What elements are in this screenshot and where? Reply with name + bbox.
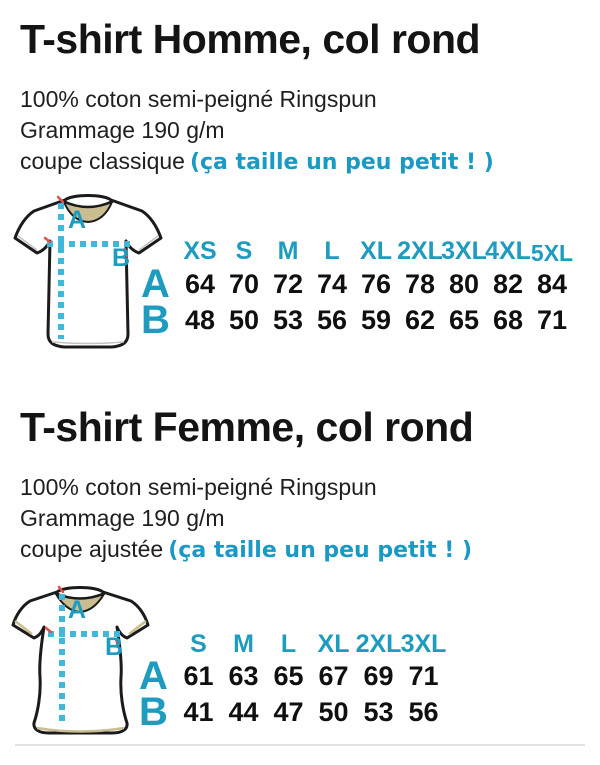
size-value-cell: 84 — [536, 268, 568, 299]
size-header-cell: L — [280, 629, 297, 658]
size-value-cell: 72 — [272, 268, 304, 299]
size-header-cell: 4XL — [485, 236, 531, 265]
mens-row-label-b: B — [141, 298, 170, 342]
womens-fit-text: coupe ajustée — [20, 536, 164, 562]
womens-section-title: T-shirt Femme, col rond — [20, 404, 474, 450]
size-value-cell: 80 — [448, 268, 480, 299]
size-value-cell: 70 — [228, 268, 260, 299]
size-value-cell: 53 — [272, 304, 304, 335]
size-value-cell: 61 — [183, 660, 214, 691]
size-header-cell: XL — [360, 236, 392, 265]
womens-measure-label-b: B — [105, 633, 124, 661]
womens-size-table — [138, 629, 447, 734]
mens-description — [20, 84, 494, 178]
mens-fit-text: coupe classique — [20, 148, 185, 174]
size-value-cell: 65 — [448, 304, 480, 335]
size-value-cell: 48 — [184, 304, 216, 335]
mens-size-table — [140, 236, 574, 342]
size-value-cell: 78 — [404, 268, 436, 299]
size-value-cell: 64 — [184, 268, 216, 299]
womens-row-label-a: A — [139, 654, 168, 698]
mens-measure-label-b: B — [112, 244, 131, 272]
womens-measure-label-a: A — [68, 596, 87, 624]
size-header-cell: 2XL — [397, 236, 443, 265]
womens-fit-note: (ça taille un peu petit ! ) — [168, 538, 473, 563]
size-header-cell: 3XL — [400, 629, 447, 658]
mens-fit-line — [20, 146, 494, 178]
size-value-cell: 50 — [228, 304, 260, 335]
size-header-cell: 2XL — [355, 629, 402, 658]
size-value-cell: 41 — [183, 696, 214, 727]
size-value-cell: 47 — [273, 696, 304, 727]
size-value-cell: 62 — [404, 304, 436, 335]
size-header-cell: M — [233, 629, 254, 658]
womens-weight-line: Grammage 190 g/m — [20, 505, 225, 531]
size-header-cell: M — [277, 236, 299, 265]
womens-fabric-line: 100% coton semi-peigné Ringspun — [20, 474, 377, 500]
mens-measure-label-a: A — [68, 206, 87, 234]
size-header-cell: 5XL — [530, 240, 574, 266]
size-value-cell: 65 — [273, 660, 304, 691]
size-header-cell: S — [235, 236, 253, 265]
size-value-cell: 68 — [492, 304, 524, 335]
size-value-cell: 56 — [408, 696, 439, 727]
size-value-cell: 56 — [316, 304, 348, 335]
womens-row-label-b: B — [139, 690, 168, 734]
size-value-cell: 74 — [316, 268, 348, 299]
size-value-cell: 63 — [228, 660, 259, 691]
mens-fabric-line: 100% coton semi-peigné Ringspun — [20, 86, 377, 112]
size-header-cell: L — [324, 236, 340, 265]
size-value-cell: 71 — [536, 304, 568, 335]
size-value-cell: 76 — [360, 268, 392, 299]
bottom-divider — [15, 744, 585, 746]
mens-section-title: T-shirt Homme, col rond — [20, 16, 481, 62]
size-header-cell: 3XL — [441, 236, 487, 265]
mens-weight-line: Grammage 190 g/m — [20, 117, 225, 143]
size-value-cell: 82 — [492, 268, 524, 299]
mens-fit-note: (ça taille un peu petit ! ) — [189, 150, 494, 175]
size-value-cell: 50 — [318, 696, 349, 727]
size-value-cell: 67 — [318, 660, 349, 691]
size-header-cell: XL — [317, 629, 350, 658]
size-header-cell: XS — [183, 236, 217, 265]
womens-fit-line — [20, 534, 472, 566]
womens-description — [20, 472, 472, 566]
size-header-cell: S — [190, 629, 207, 658]
size-value-cell: 69 — [363, 660, 394, 691]
mens-row-label-a: A — [141, 262, 170, 306]
size-value-cell: 53 — [363, 696, 394, 727]
womens-tshirt-diagram — [8, 584, 154, 742]
size-value-cell: 44 — [228, 696, 259, 727]
size-value-cell: 71 — [408, 660, 439, 691]
size-value-cell: 59 — [360, 304, 392, 335]
